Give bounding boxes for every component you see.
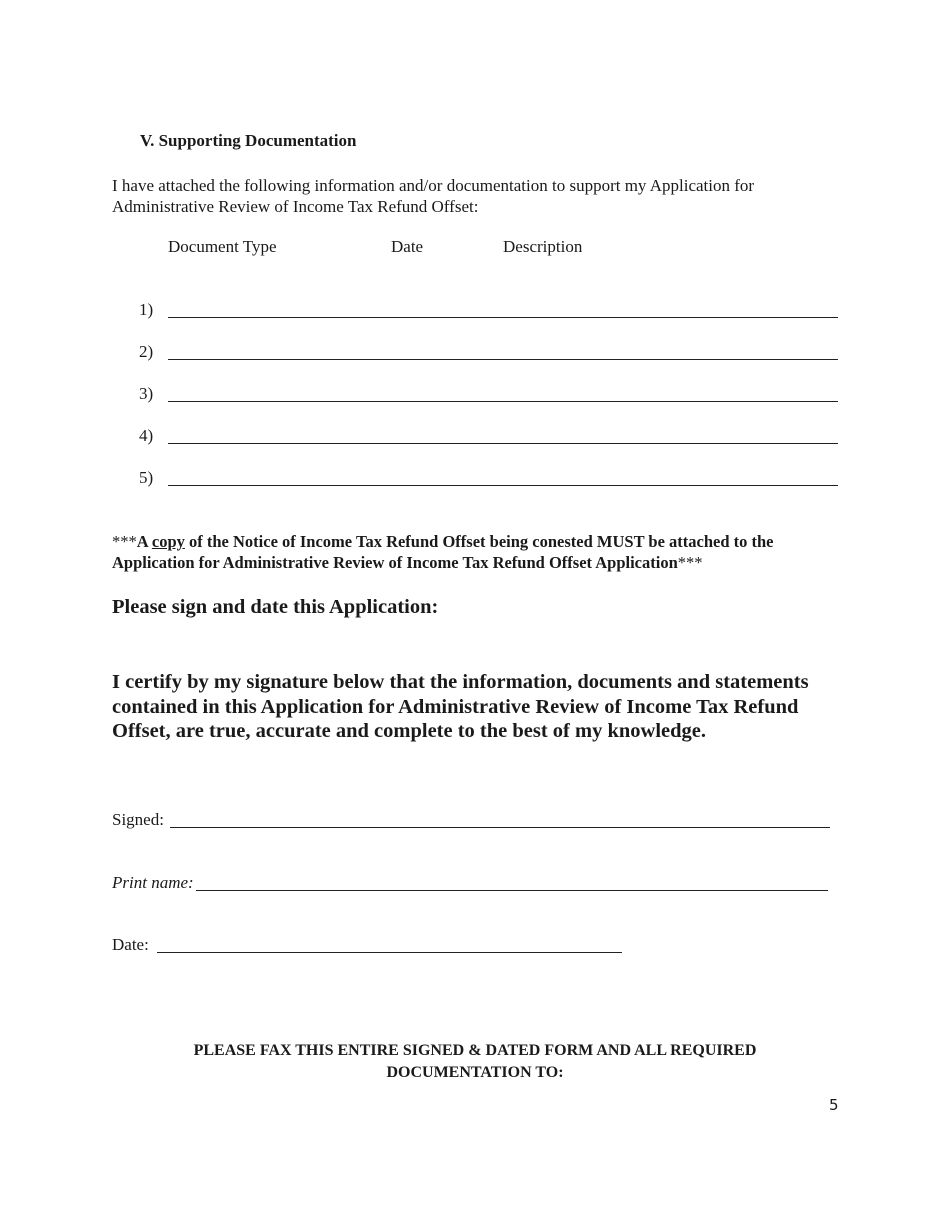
print-name-label: Print name:	[112, 873, 194, 892]
signed-label: Signed:	[112, 810, 164, 829]
print-name-line[interactable]	[196, 890, 828, 891]
row-number: 3)	[139, 384, 154, 403]
document-entry-line-2[interactable]	[168, 359, 838, 360]
certification-statement: I certify by my signature below that the information, documents and statements contained in this Application for Administrative Review of Income Tax Refund Offset, are true, accurate and complete to the best of my knowledge.	[112, 671, 809, 742]
document-entry-line-5[interactable]	[168, 485, 838, 486]
fax-line-1: PLEASE FAX THIS ENTIRE SIGNED & DATED FORM AND ALL REQUIRED	[193, 1042, 757, 1059]
column-header-description: Description	[503, 237, 583, 256]
document-entry-line-3[interactable]	[168, 401, 838, 402]
notice-prefix: ***	[112, 532, 137, 551]
document-entry-line-4[interactable]	[168, 443, 838, 444]
section-title: V. Supporting Documentation	[140, 131, 357, 150]
document-entry-line-1[interactable]	[168, 317, 838, 318]
attachment-notice	[112, 531, 852, 573]
page-number: 5	[829, 1096, 839, 1114]
row-number: 1)	[139, 300, 154, 319]
fax-instructions	[0, 1040, 950, 1084]
date-line[interactable]	[157, 952, 622, 953]
notice-copy-word: copy	[151, 532, 185, 551]
intro-paragraph: I have attached the following information and/or documentation to support my Application for Administrative Review of Income Tax Refund Offset:	[112, 176, 755, 216]
notice-suffix: ***	[677, 553, 703, 572]
notice-body: of the Notice of Income Tax Refund Offset being conested MUST be attached to the Application for Administrative Review of Income Tax Refund Offset Application	[112, 532, 774, 572]
row-number: 4)	[139, 426, 154, 445]
sign-heading: Please sign and date this Application:	[112, 596, 439, 618]
column-header-date: Date	[391, 237, 424, 256]
date-label: Date:	[112, 935, 149, 954]
row-number: 2)	[139, 342, 154, 361]
row-number: 5)	[139, 468, 154, 487]
notice-lead: A	[136, 532, 152, 551]
signature-line[interactable]	[170, 827, 830, 828]
column-header-document-type: Document Type	[168, 237, 277, 256]
fax-line-2: DOCUMENTATION TO:	[386, 1064, 564, 1081]
